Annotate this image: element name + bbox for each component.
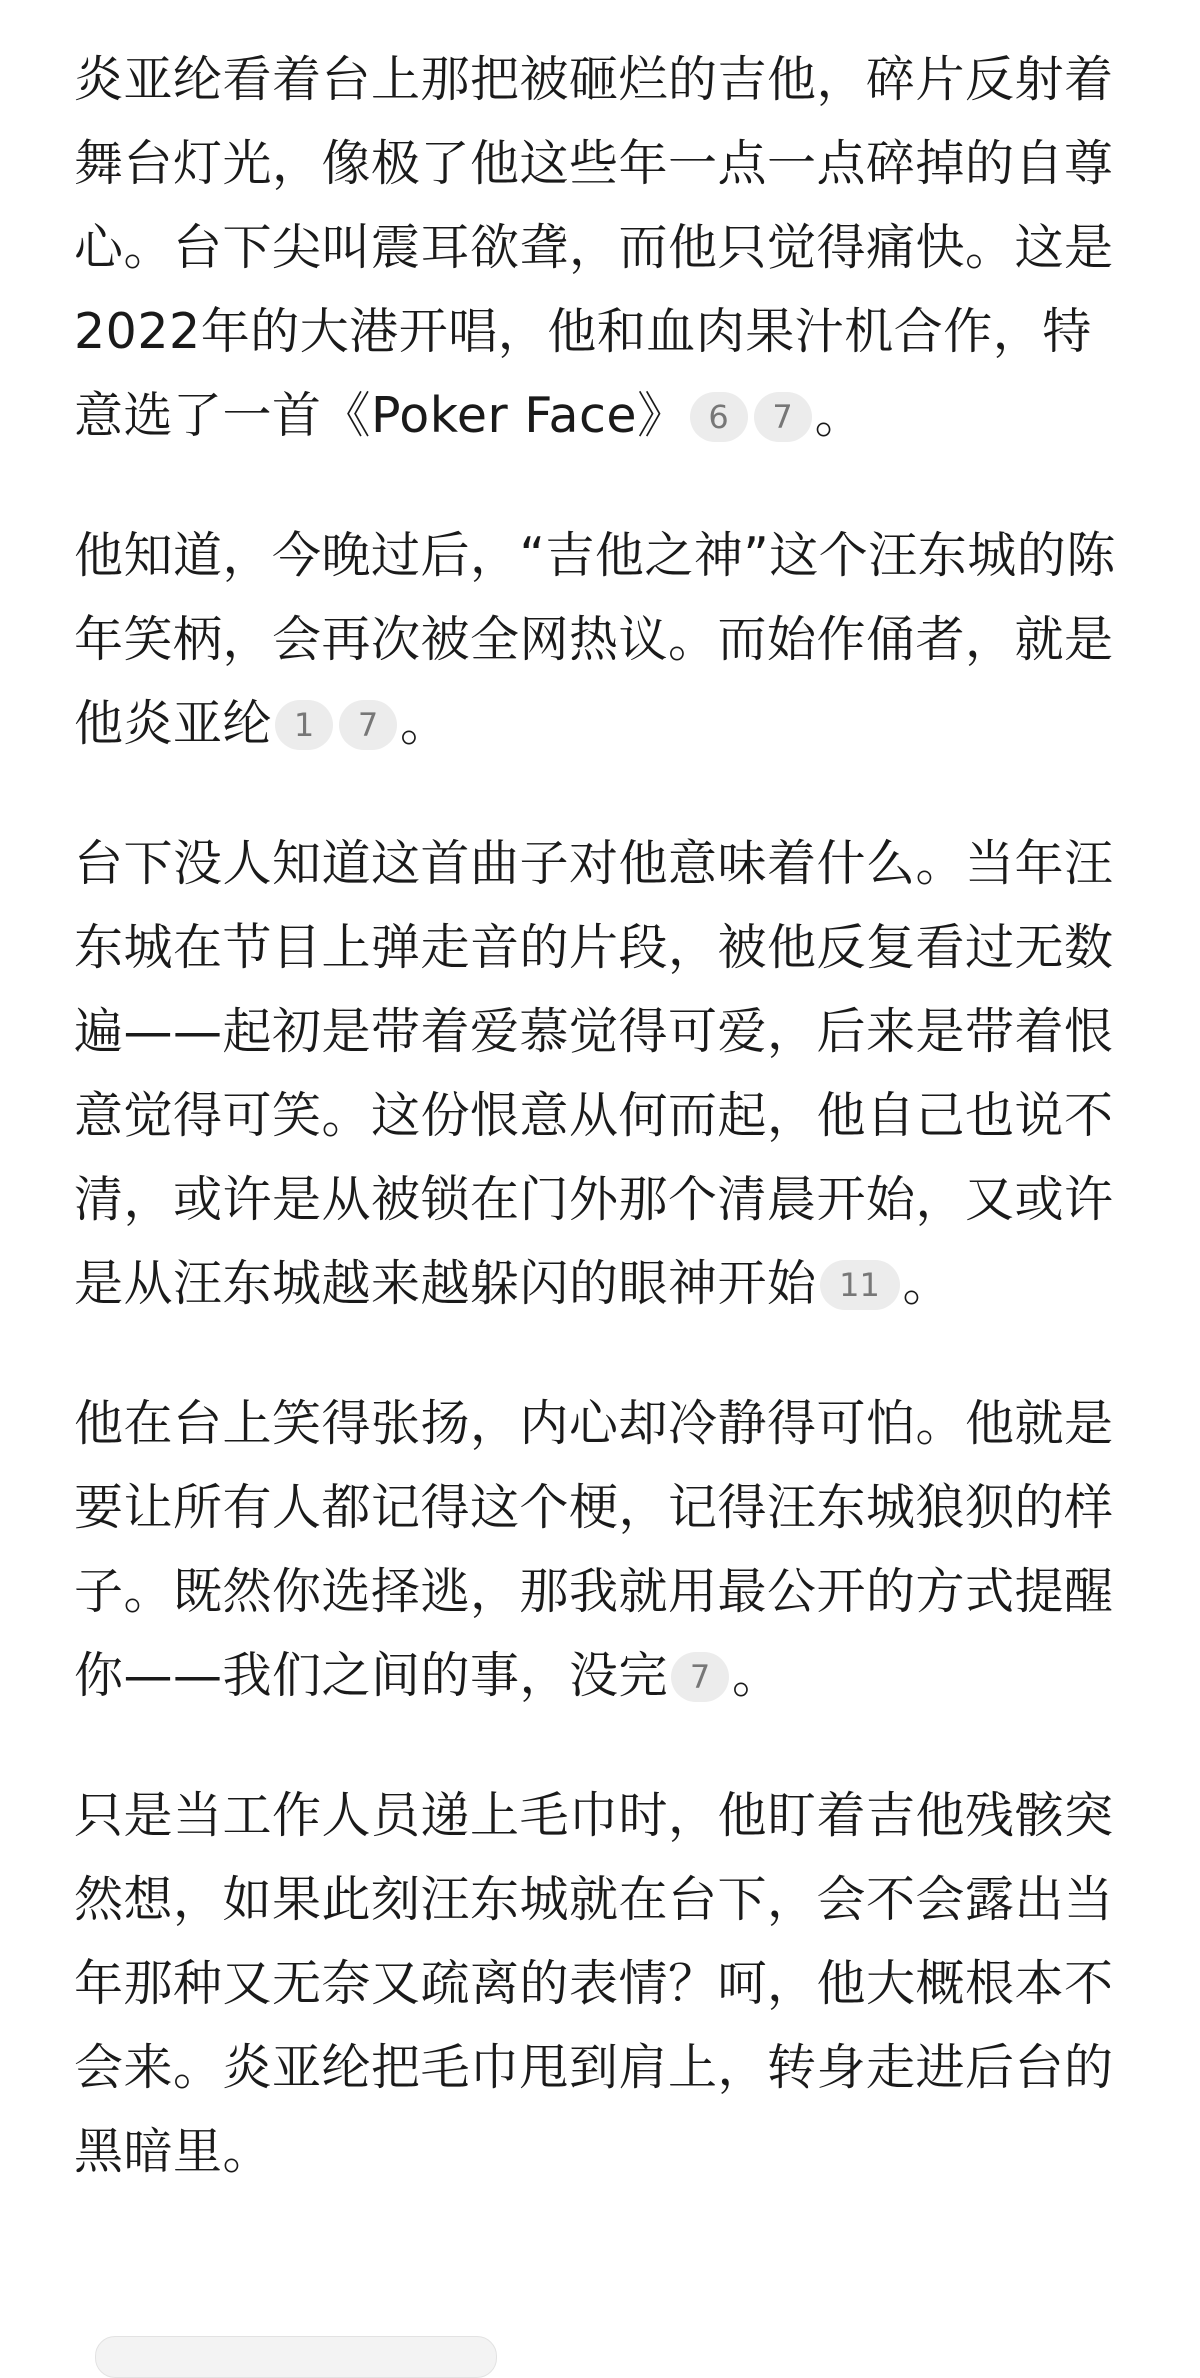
paragraph-3	[74, 822, 1134, 1326]
paragraph-text: 他在台上笑得张扬，内心却冷静得可怕。他就是要让所有人都记得这个梗，记得汪东城狼狈的样子。既然你选择逃，那我就用最公开的方式提醒你——我们之间的事，没完	[74, 1395, 1114, 1704]
citation-badge[interactable]: 7	[754, 392, 812, 442]
paragraph-end: 。	[400, 695, 450, 752]
paragraph-end: 。	[732, 1647, 782, 1704]
paragraph-end: 。	[814, 387, 865, 444]
paragraph-text: 只是当工作人员递上毛巾时，他盯着吉他残骸突然想，如果此刻汪东城就在台下，会不会露出当年那种又无奈又疏离的表情？呵，他大概根本不会来。炎亚纶把毛巾甩到肩上，转身走进后台的黑暗里。	[74, 1787, 1114, 2180]
paragraph-1	[74, 38, 1134, 458]
paragraph-end: 。	[902, 1255, 953, 1312]
paragraph-4	[74, 1382, 1134, 1718]
citation-badge[interactable]: 7	[339, 700, 397, 750]
paragraph-text: 炎亚纶看着台上那把被砸烂的吉他，碎片反射着舞台灯光，像极了他这些年一点一点碎掉的自尊心。台下尖叫震耳欲聋，而他只觉得痛快。这是2022年的大港开唱，他和血肉果汁机合作，特意选了一首《Poker Face》	[74, 51, 1114, 444]
article-body	[74, 38, 1134, 2250]
citation-badge[interactable]: 1	[275, 700, 333, 750]
bottom-input-pill[interactable]	[95, 2336, 497, 2378]
paragraph-text: 他知道，今晚过后，“吉他之神”这个汪东城的陈年笑柄，会再次被全网热议。而始作俑者，就是他炎亚纶	[74, 527, 1116, 752]
citation-badge[interactable]: 7	[671, 1652, 729, 1702]
paragraph-2	[74, 514, 1134, 766]
paragraph-text: 台下没人知道这首曲子对他意味着什么。当年汪东城在节目上弹走音的片段，被他反复看过无数遍——起初是带着爱慕觉得可爱，后来是带着恨意觉得可笑。这份恨意从何而起，他自己也说不清，或许是从被锁在门外那个清晨开始，又或许是从汪东城越来越躲闪的眼神开始	[74, 835, 1114, 1312]
citation-badge[interactable]: 6	[690, 392, 748, 442]
citation-badge[interactable]: 11	[820, 1260, 900, 1310]
paragraph-5	[74, 1774, 1134, 2194]
